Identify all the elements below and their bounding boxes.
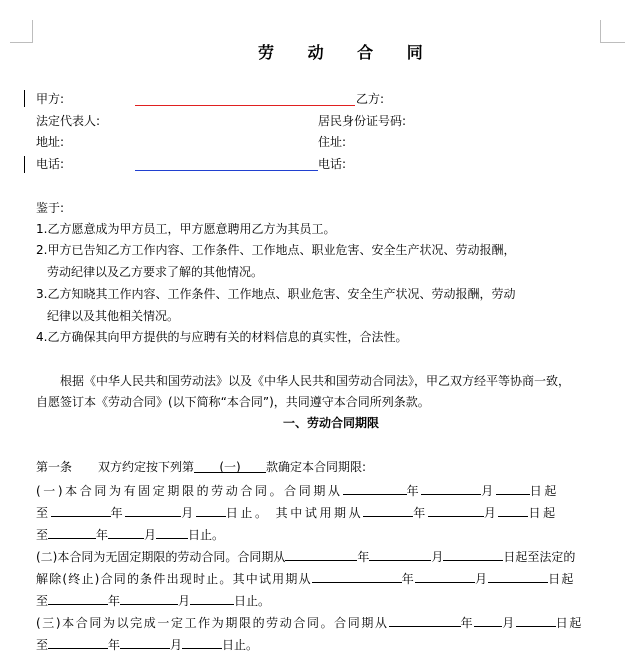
year-label: 年 (401, 572, 415, 586)
id-number-label: 居民身份证号码: (318, 114, 407, 128)
clause-2-probation-intro: 解除(终止)合同的条件出现时止。其中试用期从 (36, 572, 312, 586)
clause-1-start-month-field[interactable] (421, 481, 481, 495)
whereas-heading: 鉴于: (36, 201, 65, 215)
day-from-label: 日起 (529, 484, 559, 498)
text-cursor-2 (24, 156, 25, 173)
article-one-text-after: 款确定本合同期限: (266, 460, 367, 474)
clause-2-probation-end-day-field[interactable] (190, 591, 234, 605)
whereas-item-2-cont: 劳动纪律以及乙方要求了解的其他情况。 (47, 265, 264, 279)
clause-3-line-2 (36, 635, 258, 653)
crop-mark-top-left-v (32, 20, 33, 42)
article-one-label: 第一条 (36, 460, 73, 474)
month-label: 月 (474, 572, 489, 586)
whereas-item-2: 2.甲方已告知乙方工作内容、工作条件、工作地点、职业危害、安全生产状况、劳动报酬， (36, 243, 516, 257)
day-from-label: 日起 (528, 506, 558, 520)
year-label: 年 (460, 616, 475, 630)
clause-3-start-month-field[interactable] (474, 613, 502, 627)
crop-mark-top-right-v (600, 20, 601, 42)
clause-2-probation-year-field[interactable] (312, 569, 402, 583)
clause-3-end-year-field[interactable] (48, 635, 108, 649)
article-one-choice-field[interactable] (194, 459, 266, 473)
whereas-item-3: 3.乙方知晓其工作内容、工作条件、工作地点、职业危害、安全生产状况、劳动报酬，劳动 (36, 287, 516, 301)
clause-1-start-day-field[interactable] (496, 481, 530, 495)
clause-2-probation-day-field[interactable] (488, 569, 548, 583)
article-one-choice: (一) (219, 460, 241, 474)
address-label: 地址: (36, 135, 65, 149)
day-legal-label: 日起至法定的 (503, 550, 576, 564)
clause-2-probation-end-year-field[interactable] (48, 591, 108, 605)
to-label: 至 (36, 528, 49, 542)
clause-2-intro: (二)本合同为无固定期限的劳动合同。合同期从 (36, 550, 286, 564)
clause-1-probation-year-field[interactable] (363, 503, 413, 517)
clause-3-end-month-field[interactable] (120, 635, 170, 649)
party-a-label: 甲方: (36, 92, 65, 106)
crop-mark-top-left-h (10, 42, 33, 43)
to-label: 至 (36, 638, 49, 652)
article-one-text-before: 双方约定按下列第 (98, 460, 195, 474)
whereas-item-4: 4.乙方确保其向甲方提供的与应聘有关的材料信息的真实性，合法性。 (36, 330, 408, 344)
clause-1-line-1 (36, 481, 559, 499)
clause-1-end-day-field[interactable] (196, 503, 226, 517)
clause-3-start-day-field[interactable] (516, 613, 556, 627)
preamble-line-1: 根据《中华人民共和国劳动法》以及《中华人民共和国劳动合同法》，甲乙双方经平等协商一致， (60, 374, 571, 388)
clause-2-line-1 (36, 547, 575, 565)
year-label: 年 (108, 594, 121, 608)
month-label: 月 (481, 484, 496, 498)
clause-1-start-year-field[interactable] (343, 481, 407, 495)
year-label: 年 (413, 506, 428, 520)
clause-3-line-1 (36, 613, 583, 631)
clause-2-start-day-field[interactable] (443, 547, 503, 561)
clause-1-probation-end-month-field[interactable] (108, 525, 144, 539)
party-b-label: 乙方: (356, 92, 385, 106)
day-to-label: 日止。 (234, 594, 271, 608)
month-label: 月 (178, 594, 191, 608)
to-label: 至 (36, 506, 51, 520)
clause-1-intro: (一)本合同为有固定期限的劳动合同。合同期从 (36, 484, 343, 498)
day-to-label: 日止。 (222, 638, 259, 652)
day-from-label: 日起 (555, 616, 583, 630)
whereas-item-3-cont: 纪律以及其他相关情况。 (47, 309, 180, 323)
phone-a-field[interactable] (135, 170, 318, 171)
month-label: 月 (431, 550, 444, 564)
clause-3-end-day-field[interactable] (182, 635, 222, 649)
year-label: 年 (110, 506, 126, 520)
residence-label: 住址: (318, 135, 347, 149)
clause-1-probation-end-day-field[interactable] (156, 525, 188, 539)
day-to-label: 日止。 (225, 506, 270, 520)
phone-b-label: 电话: (318, 157, 347, 171)
day-from-label: 日起 (548, 572, 575, 586)
year-label: 年 (406, 484, 422, 498)
party-a-field[interactable] (135, 105, 355, 106)
month-label: 月 (181, 506, 196, 520)
clause-1-end-year-field[interactable] (51, 503, 111, 517)
legal-rep-label: 法定代表人: (36, 114, 101, 128)
month-label: 月 (483, 506, 499, 520)
document-title: 劳 动 合 同 (258, 43, 437, 62)
clause-1-end-month-field[interactable] (125, 503, 181, 517)
clause-3-start-year-field[interactable] (389, 613, 461, 627)
clause-2-start-year-field[interactable] (285, 547, 357, 561)
section-one-heading: 一、劳动合同期限 (283, 416, 380, 430)
year-label: 年 (108, 638, 121, 652)
article-one-text (98, 459, 366, 475)
clause-2-start-month-field[interactable] (369, 547, 431, 561)
preamble-line-2: 自愿签订本《劳动合同》(以下简称“本合同”)，共同遵守本合同所列条款。 (36, 395, 430, 409)
clause-1-line-3 (36, 525, 224, 543)
day-to-label: 日止。 (188, 528, 225, 542)
clause-3-intro: (三)本合同为以完成一定工作为期限的劳动合同。合同期从 (36, 616, 389, 630)
probation-label: 其中试用期从 (275, 506, 364, 520)
year-label: 年 (96, 528, 109, 542)
month-label: 月 (144, 528, 157, 542)
clause-1-probation-month-field[interactable] (428, 503, 484, 517)
crop-mark-top-right-h (600, 42, 625, 43)
text-cursor-1 (24, 90, 25, 107)
month-label: 月 (502, 616, 516, 630)
year-label: 年 (357, 550, 370, 564)
clause-1-probation-end-year-field[interactable] (48, 525, 96, 539)
clause-2-line-2 (36, 569, 575, 587)
to-label: 至 (36, 594, 49, 608)
clause-2-probation-month-field[interactable] (415, 569, 475, 583)
clause-2-line-3 (36, 591, 270, 609)
clause-1-probation-day-field[interactable] (498, 503, 528, 517)
clause-1-line-2 (36, 503, 558, 521)
whereas-item-1: 1.乙方愿意成为甲方员工，甲方愿意聘用乙方为其员工。 (36, 222, 336, 236)
clause-2-probation-end-month-field[interactable] (120, 591, 178, 605)
phone-a-label: 电话: (36, 157, 65, 171)
month-label: 月 (170, 638, 183, 652)
